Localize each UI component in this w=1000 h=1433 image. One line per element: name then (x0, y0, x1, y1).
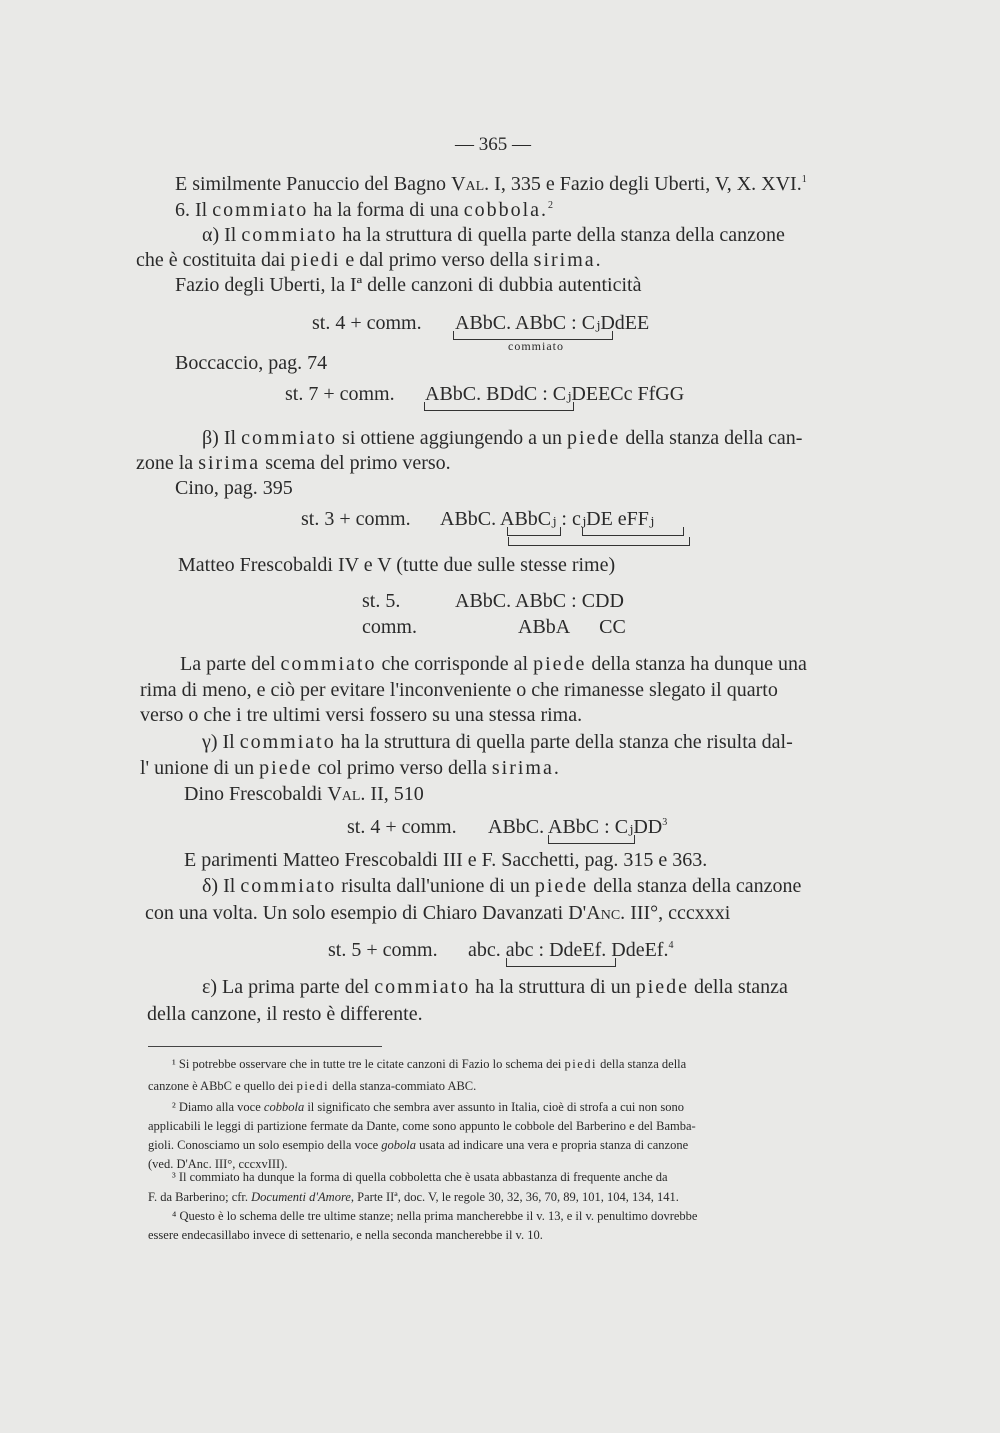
rhyme-scheme: ABbC. ABbC : CⱼDdEE (455, 312, 650, 334)
rhyme-scheme: ABbC. ABbC : CⱼDD$^3$ (488, 816, 668, 838)
text-line: γ) Il commiato ha la struttura di quella parte della stanza che risulta dal- (202, 731, 793, 753)
commiato-label: commiato (508, 339, 564, 353)
rhyme-scheme: ABbA CC (518, 616, 626, 638)
text-line: Boccaccio, pag. 74 (175, 352, 328, 374)
commiato-brace (424, 402, 574, 411)
footnote-line: gioli. Conosciamo un solo esempio della voce gobola usata ad indicare una vera e propria stanza di canzone (148, 1138, 689, 1152)
piede-brace (507, 527, 561, 536)
text-line: l' unione di un piede col primo verso della sirima. (140, 757, 561, 779)
text-line: 6. Il commiato ha la forma di una cobbola.$^2$ (175, 199, 554, 221)
scheme-label: st. 7 + comm. (285, 383, 395, 405)
footnote-line: applicabili le leggi di partizione fermate da Dante, come sono appunto le cobbole del Barberino e del Bamba- (148, 1119, 696, 1133)
scheme-label: comm. (362, 616, 417, 638)
commiato-brace (548, 835, 635, 844)
text-line: rima di meno, e ciò per evitare l'inconveniente o che rimanesse slegato il quarto (140, 679, 778, 701)
text-line: Dino Frescobaldi Val. II, 510 (184, 783, 424, 805)
text-line: della canzone, il resto è differente. (147, 1003, 423, 1025)
text-line: Matteo Frescobaldi IV e V (tutte due sulle stesse rime) (178, 554, 616, 576)
footnote-marker: 4 (668, 940, 674, 951)
text-line: con una volta. Un solo esempio di Chiaro Davanzati D'Anc. III°, cccxxxi (145, 902, 731, 924)
footnote-marker: 2 (548, 200, 554, 211)
text-line: La parte del commiato che corrisponde al piede della stanza ha dunque una (180, 653, 807, 675)
text-line: zone la sirima scema del primo verso. (136, 452, 451, 474)
scheme-label: st. 3 + comm. (301, 508, 411, 530)
scheme-label: st. 5 + comm. (328, 939, 438, 961)
text-line: β) Il commiato si ottiene aggiungendo a un piede della stanza della can- (202, 427, 803, 449)
footnote-line: (ved. D'Anc. III°, cccxvIII). (148, 1157, 288, 1171)
footnote-line: ² Diamo alla voce cobbola il significato che sembra aver assunto in Italia, cioè di strofa a cui non sono (172, 1100, 684, 1114)
rhyme-scheme: ABbC. ABbCⱼ : cⱼDE eFFⱼ (440, 508, 655, 530)
footnote-line: ³ Il commiato ha dunque la forma di quella cobboletta che è usata abbastanza di frequente anche da (172, 1170, 668, 1184)
text-line: Cino, pag. 395 (175, 477, 293, 499)
rhyme-scheme: ABbC. ABbC : CDD (455, 590, 624, 612)
footnote-line: ⁴ Questo è lo schema delle tre ultime stanze; nella prima mancherebbe il v. 13, e il v. penultimo dovrebbe (172, 1209, 698, 1223)
footnote-marker: 1 (801, 174, 807, 185)
commiato-brace (506, 958, 616, 967)
text-line: α) Il commiato ha la struttura di quella parte della stanza della canzone (202, 224, 785, 246)
footnote-line: ¹ Si potrebbe osservare che in tutte tre le citate canzoni di Fazio lo schema dei piedi della stanza della (172, 1057, 687, 1071)
text-line: Fazio degli Uberti, la Iª delle canzoni di dubbia autenticità (175, 274, 642, 296)
scheme-label: st. 4 + comm. (347, 816, 457, 838)
commiato-brace (508, 537, 690, 546)
footnote-line: canzone è ABbC e quello dei piedi della stanza-commiato ABC. (148, 1079, 477, 1093)
footnote-rule (148, 1046, 382, 1047)
scheme-label: st. 4 + comm. (312, 312, 422, 334)
text-line: δ) Il commiato risulta dall'unione di un piede della stanza della canzone (202, 875, 802, 897)
rhyme-scheme: ABbC. BDdC : CⱼDEECc FfGG (425, 383, 685, 405)
text-line: ε) La prima parte del commiato ha la struttura di un piede della stanza (202, 976, 788, 998)
text-line: verso o che i tre ultimi versi fossero su una stessa rima. (140, 704, 583, 726)
sirima-brace (582, 527, 684, 536)
rhyme-scheme: abc. abc : DdeEf. DdeEf.$^4$ (468, 939, 674, 961)
page-number: — 365 — (455, 134, 531, 155)
footnote-marker: 3 (662, 817, 668, 828)
text-line: che è costituita dai piedi e dal primo verso della sirima. (136, 249, 603, 271)
footnote-line: essere endecasillabo invece di settenario, e nella seconda mancherebbe il v. 10. (148, 1228, 543, 1242)
footnote-line: F. da Barberino; cfr. Documenti d'Amore, Parte IIª, doc. V, le regole 30, 32, 36, 70, 89, 101, 104, 134, 141. (148, 1190, 679, 1204)
text-line: E parimenti Matteo Frescobaldi III e F. Sacchetti, pag. 315 e 363. (184, 849, 708, 871)
scheme-label: st. 5. (362, 590, 401, 612)
text-line: E similmente Panuccio del Bagno Val. I, 335 e Fazio degli Uberti, V, X. XVI.$^1$ (175, 173, 807, 195)
